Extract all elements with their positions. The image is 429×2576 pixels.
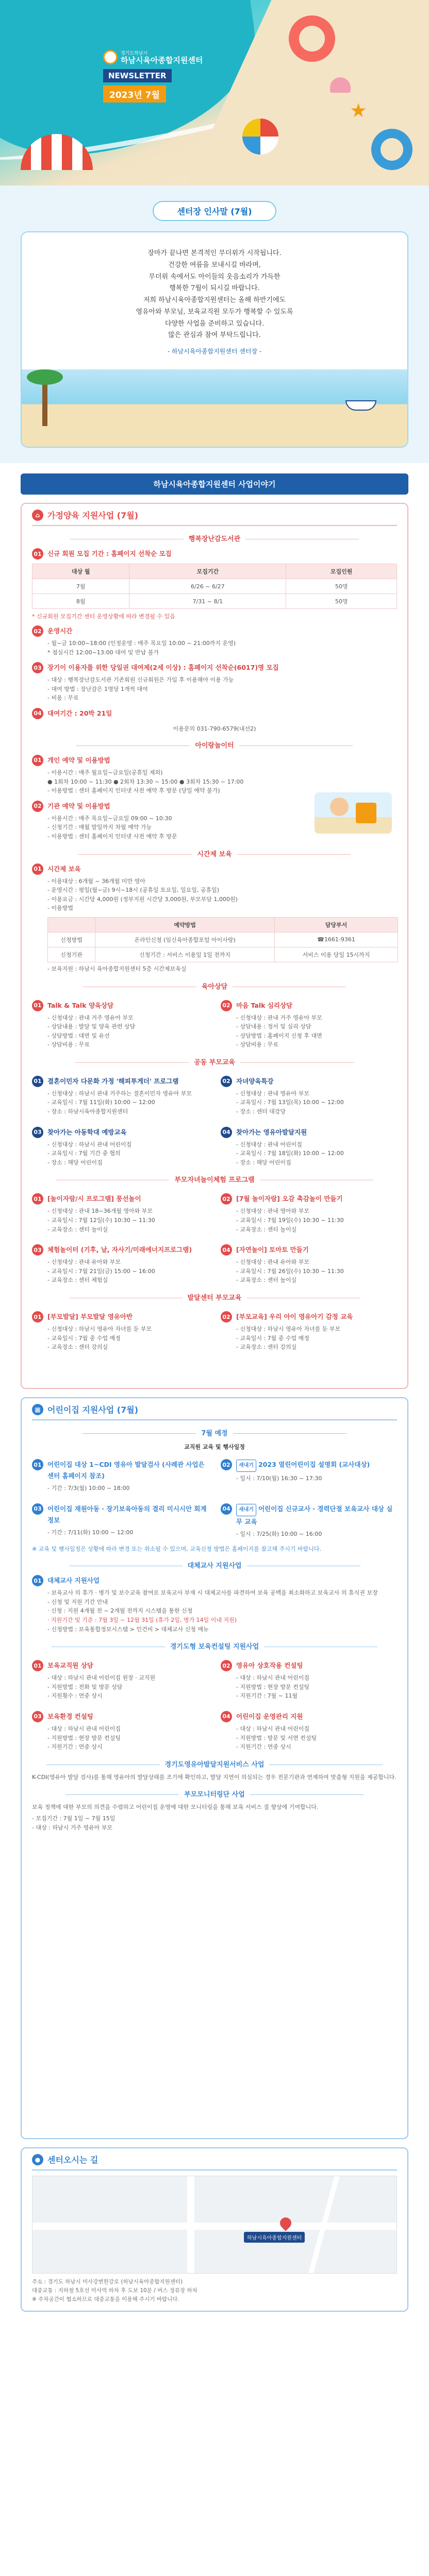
greeting-line: 무더위 속에서도 아이들의 웃음소리가 가득한	[148, 273, 280, 281]
table-cell: 신청방법	[48, 932, 95, 947]
greeting-line: 영유아와 부모님, 보육교직원 모두가 행복할 수 있도록	[136, 308, 293, 316]
item-details	[236, 1089, 397, 1116]
number-badge: 02	[221, 1193, 232, 1205]
number-badge: 01	[32, 1076, 43, 1087]
number-badge: 04	[221, 1711, 232, 1722]
item-title: 대여기간 : 20박 21일	[47, 709, 112, 717]
beach-ball-icon	[242, 118, 278, 155]
item-details	[47, 1258, 208, 1285]
program-description: 보육 정책에 대한 부모의 의견을 수렴하고 어린이집 운영에 대한 모니터링을 통해 보육 서비스 질 향상에 기여합니다.	[32, 1804, 319, 1811]
item-title: 보육환경 컨설팅	[47, 1712, 93, 1720]
item-details	[47, 877, 397, 913]
greeting-line: 행복한 7월이 되시길 바랍니다.	[169, 284, 260, 293]
number-badge: 04	[221, 1127, 232, 1138]
subsection-title: 아이랑놀이터	[32, 740, 397, 750]
building-icon: ▦	[32, 1404, 43, 1415]
greeting-line: 장마가 끝나면 본격적인 무더위가 시작됩니다.	[147, 249, 282, 257]
detail-line: - 교육장소 : 센터 놀이실	[236, 1277, 297, 1284]
number-badge: 02	[32, 625, 43, 637]
parking-note: ※ 주차공간이 협소하므로 대중교통을 이용해 주시기 바랍니다.	[32, 2296, 179, 2302]
detail-line: - 보육교사 의 휴가 · 병가 및 보수교육 참여로 보육교사 부재 시 대체교사를 파견하여 보육 공백을 최소화하고 보육교사 의 휴식권 보장	[47, 1589, 378, 1597]
detail-line: - 교육일시 : 7월 중 수업 예정	[47, 1334, 121, 1342]
item-title: 어린이집 재원아동 · 장기보육아동의 결리 미시시안 회계정보	[47, 1504, 207, 1524]
item-title: [놀이자람/시 프로그램] 풍선놀이	[47, 1195, 141, 1203]
item-details	[47, 675, 397, 703]
item-details	[47, 1325, 208, 1352]
greeting-title: 센터장 인사말 (7월)	[153, 201, 276, 221]
detail-line: - 교육장소 : 센터 강의실	[236, 1344, 297, 1351]
note-text: * 신규회원 모집기간 센터 운영상황에 따라 변경될 수 있음	[32, 613, 175, 620]
detail-line: - 운영시간 : 평일(월~금) 9시~18시 (공휴일 토요일, 일요일, 공휴일)	[47, 887, 220, 894]
transit-line: 대중교통 : 지하철 5호선 미사역 하차 후 도보 10분 / 버스 정류장 하차	[32, 2287, 197, 2294]
detail-line: - 교육장소 : 센터 놀이실	[47, 1226, 108, 1233]
detail-line: - 교육장소 : 센터 놀이실	[236, 1226, 297, 1233]
greeting-line: 저희 하남시육아종합지원센터는 올해 하반기에도	[143, 296, 286, 304]
newsletter-month: 2023년 7월	[103, 86, 166, 103]
detail-line: - 신청대상 : 관내 거주 영유아 부모	[236, 1014, 322, 1021]
subsection-title: 행복장난감도서관	[32, 533, 397, 543]
detail-line: · 지원기간 및 기준 : 7월 3일 ~ 12월 31일 (휴가 2일, 병가 14일 이내 지원)	[47, 1616, 237, 1623]
newsletter-label: NEWSLETTER	[103, 69, 172, 82]
section-title: 어린이집 지원사업 (7월)	[47, 1405, 139, 1415]
item-title: 찾아가는 아동학대 예방교육	[47, 1128, 127, 1136]
item-details	[236, 1673, 397, 1701]
detail-line: - 교육일시 : 7월 기간 중 협의	[47, 1150, 121, 1157]
subsection-caption: 교직원 교육 및 행사일정	[184, 1444, 245, 1450]
number-badge: 03	[32, 1244, 43, 1256]
item-title: 신규 회원 모집 기간 : 홈페이지 선착순 모집	[47, 550, 172, 557]
detail-line: - 일시 : 7/25(화) 10:00 ~ 16:00	[236, 1530, 322, 1537]
item-details	[47, 1673, 208, 1701]
note-text: ※ 교육 및 행사일정은 상황에 따라 변경 또는 취소될 수 있으며, 교육신청 방법은 홈페이지를 참고해 주시기 바랍니다.	[32, 1546, 321, 1553]
item-details	[47, 1207, 208, 1234]
detail-line: - 신청 및 지원 기간 안내	[47, 1598, 108, 1605]
detail-line: - 신청기간 : 매월 말일까지 차월 예약 가능	[47, 824, 152, 831]
number-badge: 01	[32, 1193, 43, 1205]
detail-line: - 신청대상 : 하남시 영유아 자녀를 둔 부모	[236, 1326, 341, 1332]
item-title	[236, 1503, 397, 1528]
detail-line: - 장소 : 센터 대강당	[236, 1108, 286, 1115]
number-badge: 01	[32, 548, 43, 560]
item-details	[236, 1325, 397, 1352]
detail-line: - 교육일시 : 7월 19일(수) 10:30 ~ 11:30	[236, 1217, 344, 1224]
detail-line: - 이용방법	[47, 905, 73, 912]
detail-line: - 신청대상 : 하남시 관내 거주하는 결혼이민자 영유아 부모	[47, 1090, 192, 1097]
table-row	[32, 579, 397, 594]
detail-line: - 장소 : 해당 어린이집	[47, 1159, 103, 1166]
item-title: [부모발달] 부모발달 영유아반	[47, 1313, 133, 1320]
item-details	[236, 1258, 397, 1285]
projects-banner: 하남시육아종합지원센터 사업이야기	[21, 473, 408, 495]
number-badge: 02	[221, 1076, 232, 1087]
number-badge: 04	[221, 1244, 232, 1256]
detail-line: - 대여 방법 : 장난감은 1명당 1개씩 대여	[47, 685, 148, 692]
greeting-text	[53, 248, 376, 342]
detail-line: - 장소 : 하남시육아종합지원센터	[47, 1108, 128, 1115]
center-logo-icon	[103, 50, 118, 64]
detail-line: - 신청대상 : 관내 어린이집	[236, 1141, 302, 1148]
address-line: 주소 : 경기도 하남시 미사강변한강로 (하남시육아종합지원센터)	[32, 2279, 183, 2285]
subsection-title: 육아상담	[32, 981, 397, 991]
item-title: 장기이 이용자를 위한 당일권 대여제(2세 이상) : 홈페이지 선착순(6017)명 모집	[47, 664, 279, 672]
location-map[interactable]	[32, 2176, 397, 2274]
detail-line: - 대상 : 하남시 관내 어린이집	[47, 1725, 121, 1732]
detail-line: - 기간 : 7/3(월) 10:00 ~ 18:00	[47, 1485, 130, 1492]
recruitment-table	[32, 564, 397, 609]
item-details	[236, 1474, 397, 1483]
item-title: 기관 예약 및 이용방법	[47, 802, 110, 810]
kids-playing-illustration	[315, 792, 392, 834]
detail-line: - 상담방법 : 대면 및 유선	[47, 1032, 110, 1039]
greeting-line: 건강한 여름을 보내시길 바라며,	[168, 261, 261, 269]
number-badge: 01	[32, 755, 43, 766]
detail-line: - 상담내용 : 발달 및 양육 관련 상담	[47, 1023, 136, 1030]
table-header: 담당부서	[275, 917, 398, 932]
detail-line: - 신청대상 : 관내 영유아 부모	[236, 1090, 310, 1097]
detail-line: ● 1회차 10:00 ~ 11:30 ● 2회차 13:30 ~ 15:00 ● 3회차 15:30 ~ 17:00	[47, 778, 244, 785]
detail-line: - 대상 : 행복장난감도서관 기존회원 신규회원은 가입 후 이용해야 이용 가능	[47, 676, 234, 684]
detail-line: - 신청대상 : 관내 유아와 부모	[236, 1259, 310, 1266]
program-description: K-CDI(영유아 발달 검사)를 통해 영유아의 발달상태를 조기에 확인하고, 발달 지연이 의심되는 경우 전문기관과 연계하여 맞춤형 지원을 제공합니다.	[32, 1773, 397, 1781]
number-badge: 03	[32, 1127, 43, 1138]
detail-line: - 대상 : 하남시 관내 어린이집	[236, 1725, 310, 1732]
detail-line: - 교육일시 : 7월 18일(화) 10:00 ~ 12:00	[236, 1150, 344, 1157]
number-badge: 03	[32, 1711, 43, 1722]
item-title: 마음 Talk 심리상담	[236, 1001, 293, 1009]
detail-line: - 이용방법 : 센터 홈페이지 인터넷 사전 예약 후 방문 (당일 예약 불가)	[47, 787, 220, 794]
detail-line: - 대상 : 하남시 거주 영유아 부모	[32, 1824, 113, 1831]
greeting-line: 많은 관심과 참여 부탁드립니다.	[168, 331, 261, 340]
number-badge: 02	[221, 1459, 232, 1470]
item-details	[236, 1724, 397, 1752]
section-title: 센터오시는 길	[47, 2155, 98, 2165]
detail-line: · 신청 : 지원 4개월 전 ~ 2개월 전까지 시스템을 통한 신청	[47, 1607, 193, 1615]
detail-line: - 일시 : 7/10(월) 16:30 ~ 17:30	[236, 1475, 322, 1482]
table-header: 모집인원	[286, 564, 397, 579]
number-badge: 02	[221, 1311, 232, 1323]
number-badge: 01	[32, 1575, 43, 1586]
number-badge: 02	[221, 1660, 232, 1671]
table-cell: 서비스 이용 당일 15시까지	[275, 947, 398, 962]
detail-line: - 신청대상 : 하남시 관내 어린이집	[47, 1141, 132, 1148]
table-header: 모집기간	[129, 564, 286, 579]
map-pin-icon: ●	[32, 2154, 43, 2165]
detail-line: - 교육일시 : 7월 21일(금) 15:00 ~ 16:00	[47, 1267, 155, 1275]
number-badge: 01	[32, 1311, 43, 1323]
subsection-title: 7월 예정	[32, 1428, 397, 1437]
detail-line: - 지원방법 : 방문 및 서면 컨설팅	[236, 1734, 317, 1741]
detail-line: - 지원기간 : 7월 ~ 11월	[236, 1692, 298, 1700]
subsection-title: 발달센터 부모교육	[32, 1292, 397, 1302]
hero-banner	[0, 0, 429, 185]
item-title-text: 2023 열린어린이집 설명회 (교사대상)	[258, 1461, 370, 1468]
item-details	[47, 814, 295, 841]
number-badge: 03	[32, 1503, 43, 1515]
item-details	[32, 1814, 397, 1832]
greeting-section	[0, 185, 429, 463]
detail-line: - 대상 : 하남시 관내 어린이집 원장 · 교직원	[47, 1674, 156, 1682]
newsletter-logo	[103, 49, 206, 103]
detail-line: - 기간 : 7/11(화) 10:00 ~ 12:00	[47, 1529, 134, 1536]
item-title: 영유아 상호작용 컨설팅	[236, 1662, 303, 1670]
detail-line: - 교육장소 : 센터 체험실	[47, 1277, 108, 1284]
item-details	[47, 639, 397, 657]
table-header: 대상 월	[32, 564, 129, 579]
number-badge: 02	[32, 801, 43, 812]
detail-line: - 교육장소 : 센터 강의실	[47, 1344, 108, 1351]
number-badge: 02	[221, 1000, 232, 1011]
table-header	[48, 917, 95, 932]
table-cell: ☎1661-9361	[275, 932, 398, 947]
detail-line: - 지원방법 : 현장 방문 컨설팅	[236, 1683, 310, 1690]
number-badge: 01	[32, 863, 43, 875]
swim-ring-icon	[371, 129, 412, 170]
item-details	[236, 1140, 397, 1167]
item-title: 결혼이민자 다문화 가정 '해피투게더' 프로그램	[47, 1077, 179, 1085]
detail-line: - 이용방법 : 센터 홈페이지 인터넷 사전 예약 후 방문	[47, 833, 177, 840]
detail-line: - 지원기간 : 연중 상시	[236, 1743, 291, 1751]
detail-line: - 이용대상 : 6개월 ~ 36개월 미만 영아	[47, 877, 145, 885]
subsection-title: 경기도형 보육컨설팅 지원사업	[32, 1641, 397, 1651]
detail-line: - 신청방법 : 보육통합정보시스템 > 인건비 > 대체교사 신청 메뉴	[47, 1625, 209, 1633]
table-row	[48, 947, 398, 962]
item-title: [자연놀이] 토마토 만들기	[236, 1246, 309, 1254]
subsection-title: 대체교사 지원사업	[32, 1560, 397, 1570]
item-details	[47, 1089, 208, 1116]
item-title: 대체교사 지원사업	[47, 1577, 100, 1585]
table-cell: 신청기관	[48, 947, 95, 962]
table-cell: 50명	[286, 579, 397, 594]
detail-line: - 월~금 10:00~18:00 (인정운영 : 매주 목요일 10:00 ~ 21:00까지 운영)	[47, 640, 236, 647]
item-details	[236, 1013, 397, 1049]
subsection-title: 공동 부모교육	[32, 1057, 397, 1066]
item-title: 운영시간	[47, 627, 73, 635]
number-badge: 01	[32, 1459, 43, 1470]
address-info	[32, 2278, 397, 2303]
location-section	[21, 2147, 408, 2312]
table-cell: 신청기간 : 서비스 이용일 1일 전까지	[95, 947, 275, 962]
detail-line: - 교육일시 : 7월 13일(목) 10:00 ~ 12:00	[236, 1099, 344, 1106]
detail-line: - 상담비용 : 무료	[236, 1041, 278, 1048]
detail-line: - 교육일시 : 7월 11일(화) 10:00 ~ 12:00	[47, 1099, 155, 1106]
detail-line: - 모집기간 : 7월 1일 ~ 7월 15일	[32, 1815, 116, 1822]
item-title: 자녀양육특강	[236, 1077, 274, 1085]
number-badge: 04	[32, 708, 43, 719]
item-details: - 보육지원 : 하남시 육아종합지원센터 5층 시간제보육실	[47, 965, 187, 972]
greeting-line: 다양한 사업을 준비하고 있습니다.	[164, 319, 265, 328]
detail-line: - 신청대상 : 관내 유아와 부모	[47, 1259, 121, 1266]
detail-line: - 대상 : 하남시 관내 어린이집	[236, 1674, 310, 1682]
subsection-title: 경기도영유아발달지원서비스 사업	[32, 1759, 397, 1769]
item-details	[47, 1140, 208, 1167]
detail-line: - 교육일시 : 7월 중 수업 예정	[236, 1334, 309, 1342]
greeting-signature: - 하남시육아종합지원센터 센터장 -	[168, 348, 261, 355]
table-row	[48, 932, 398, 947]
table-header: 예약방법	[95, 917, 275, 932]
section-title: 가정양육 지원사업 (7월)	[47, 511, 139, 520]
daycare-support-section	[21, 1397, 408, 2139]
item-title	[236, 1459, 370, 1472]
detail-line: - 이용시간 : 매주 월요일~금요일(공휴일 제외)	[47, 769, 163, 776]
detail-line: - 교육일시 : 7월 12일(수) 10:30 ~ 11:30	[47, 1217, 155, 1224]
detail-line: - 상담내용 : 정서 및 심리 상담	[236, 1023, 311, 1030]
detail-line: - 이용요금 : 시간당 4,000원 (정부지원 시간당 3,000원, 부모부담 1,000원)	[47, 895, 238, 903]
item-details	[47, 768, 295, 795]
detail-line: - 신청대상 : 관내 18~36개월 영아와 부모	[47, 1208, 153, 1215]
detail-line: - 지원기간 : 연중 상시	[47, 1743, 103, 1751]
palm-tree-icon	[42, 380, 47, 426]
number-badge: 03	[32, 662, 43, 673]
number-badge: 04	[221, 1503, 232, 1515]
item-title: 어린이집 대상 1~CDI 영유아 발달검사 (사례관 사업은 센터 홈페이지 참조)	[47, 1461, 205, 1480]
detail-line: - 신청대상 : 하남시 영유아 자녀를 둔 부모	[47, 1326, 152, 1332]
org-name: 하남시육아종합지원센터	[121, 56, 203, 65]
table-cell: 8월	[32, 594, 129, 609]
subsection-title: 부모모니터링단 사업	[32, 1789, 397, 1799]
detail-line: - 상담방법 : 홈페이지 신청 후 대면	[236, 1032, 322, 1039]
item-title: 보육교직원 상담	[47, 1662, 93, 1670]
detail-line: * 점심시간 12:00~13:00 대여 및 반납 불가	[47, 649, 159, 656]
detail-line: - 비용 : 무료	[47, 694, 79, 702]
item-title: 체험놀이터 (기후, 날, 자사기/미래에너지프로그램)	[47, 1246, 192, 1254]
map-road	[187, 2176, 194, 2274]
detail-line: - 지원방법 : 현장 방문 컨설팅	[47, 1734, 121, 1741]
new-teacher-tag: 새내기	[236, 1460, 256, 1472]
contact-info: 이용문의 031-790-6579(내선2)	[173, 725, 256, 732]
detail-line: - 장소 : 해당 어린이집	[236, 1159, 291, 1166]
table-cell: 6/26 ~ 6/27	[129, 579, 286, 594]
item-details	[47, 1484, 208, 1493]
detail-line: - 이용시간 : 매주 목요일~금요일 09:00 ~ 10:30	[47, 815, 172, 822]
family-support-section	[21, 503, 408, 1389]
detail-line: - 지원방법 : 전화 및 방문 상담	[47, 1683, 123, 1690]
table-cell: 50명	[286, 594, 397, 609]
item-title: 시간제 보육	[47, 865, 81, 873]
subsection-title: 부모자녀놀이체험 프로그램	[32, 1174, 397, 1184]
table-cell: 7/31 ~ 8/1	[129, 594, 286, 609]
greeting-card	[21, 231, 408, 448]
item-title-text: 어린이집 신규교사 · 경력단절 보육교사 대상 실무 교육	[236, 1504, 393, 1526]
item-details	[47, 1724, 208, 1752]
org-region: 경기도하남시	[121, 51, 148, 56]
detail-line: - 지원횟수 : 연중 상시	[47, 1692, 103, 1700]
new-teacher-tag: 새내기	[236, 1504, 256, 1516]
item-details	[47, 1588, 397, 1634]
item-details	[47, 1528, 208, 1537]
map-road	[32, 2223, 397, 2230]
item-title: Talk & Talk 양육상담	[47, 1001, 114, 1009]
number-badge: 01	[32, 1000, 43, 1011]
table-row	[32, 594, 397, 609]
item-title: [부모교육] 우리 아이 영유아기 감정 교육	[236, 1313, 353, 1320]
table-cell: 7월	[32, 579, 129, 594]
item-title: 어린이집 운영관리 지원	[236, 1712, 303, 1720]
timecare-table	[47, 917, 398, 962]
detail-line: - 신청대상 : 관내 거주 영유아 부모	[47, 1014, 134, 1021]
item-title: 개인 예약 및 이용방법	[47, 756, 110, 764]
detail-line: - 신청대상 : 관내 영아와 부모	[236, 1208, 310, 1215]
item-details	[236, 1530, 397, 1539]
item-title: [7월 놀이자람] 오감 촉감놀이 만들기	[236, 1195, 343, 1203]
table-cell: 온라인신청 (임신육아종합포털 아이사랑)	[95, 932, 275, 947]
subsection-title: 시간제 보육	[32, 849, 397, 858]
detail-line: - 상담비용 : 무료	[47, 1041, 90, 1048]
swim-ring-icon	[289, 15, 335, 62]
detail-line: - 교육일시 : 7월 26일(수) 10:30 ~ 11:30	[236, 1267, 344, 1275]
home-icon: ⌂	[32, 510, 43, 521]
map-label: 하남시육아종합지원센터	[244, 2232, 305, 2243]
item-title: 찾아가는 영유아발달지원	[236, 1128, 307, 1136]
item-details	[236, 1207, 397, 1234]
item-details	[47, 1013, 208, 1049]
number-badge: 01	[32, 1660, 43, 1671]
